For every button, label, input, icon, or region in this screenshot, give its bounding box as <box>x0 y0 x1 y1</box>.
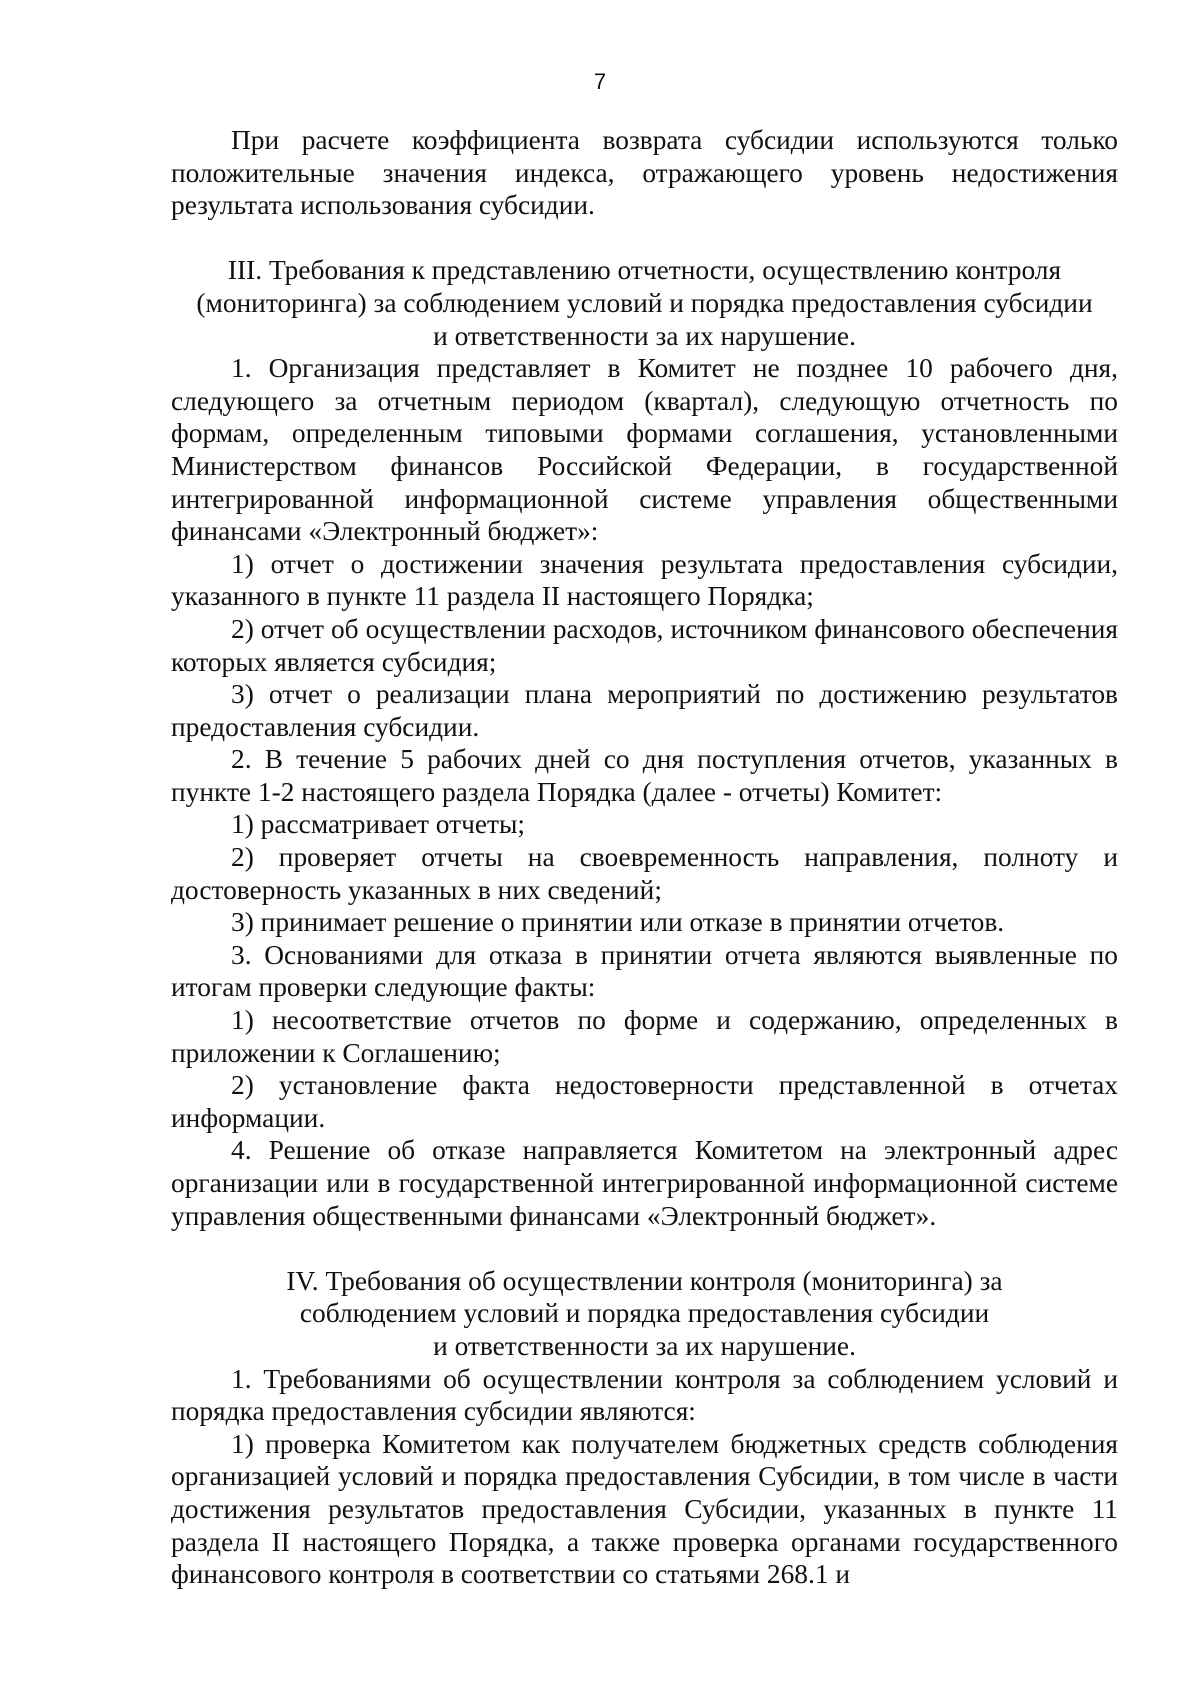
heading-line: IV. Требования об осуществлении контроля (мониторинга) за <box>286 1265 1003 1296</box>
heading-line: и ответственности за их нарушение. <box>433 320 856 351</box>
section-3-body <box>171 352 1118 1232</box>
paragraph: 1. Организация представляет в Комитет не позднее 10 рабочего дня, следующего за отчетным периодом (квартал), следующую отчетность по формам, определенным типовыми формами соглашения, установленными Министерством финансов Российской Федерации, в государственной интегрированной информационной системе управления общественными финансами «Электронный бюджет»: <box>171 353 1118 547</box>
paragraph: 1) рассматривает отчеты; <box>231 809 526 840</box>
heading-line: и ответственности за их нарушение. <box>433 1330 856 1361</box>
paragraph: 3) принимает решение о принятии или отказе в принятии отчетов. <box>231 907 1005 938</box>
intro-paragraph: При расчете коэффициента возврата субсидии используются только положительные значения индекса, отражающего уровень недостижения результата использования субсидии. <box>171 125 1118 221</box>
paragraph: 2) отчет об осуществлении расходов, источником финансового обеспечения которых является субсидия; <box>171 613 1118 677</box>
spacer <box>171 222 1118 255</box>
paragraph: 1) отчет о достижении значения результата предоставления субсидии, указанного в пункте 11 раздела II настоящего Порядка; <box>171 548 1118 612</box>
heading-line: соблюдением условий и порядка предоставления субсидии <box>299 1298 990 1329</box>
heading-line: III. Требования к представлению отчетности, осуществлению контроля <box>227 255 1062 286</box>
paragraph: 1) несоответствие отчетов по форме и содержанию, определенных в приложении к Соглашению; <box>171 1005 1118 1068</box>
paragraph: 2. В течение 5 рабочих дней со дня поступления отчетов, указанных в пункте 1-2 настоящего раздела Порядка (далее - отчеты) Комитет: <box>171 744 1118 807</box>
page-number: 7 <box>593 69 607 94</box>
paragraph: 3. Основаниями для отказа в принятии отчета являются выявленные по итогам проверки следующие факты: <box>171 939 1118 1003</box>
paragraph: 4. Решение об отказе направляется Комитетом на электронный адрес организации или в государственной интегрированной информационной системе управления общественными финансами «Электронный бюджет». <box>171 1135 1118 1231</box>
paragraph: 3) отчет о реализации плана мероприятий по достижению результатов предоставления субсидии. <box>171 679 1118 742</box>
heading-line: (мониторинга) за соблюдением условий и порядка предоставления субсидии <box>196 287 1093 318</box>
paragraph: 2) проверяет отчеты на своевременность направления, полноту и достоверность указанных в них сведений; <box>171 842 1118 905</box>
paragraph: 1) проверка Комитетом как получателем бюджетных средств соблюдения организацией условий и порядка предоставления Субсидии, в том числе в части достижения результатов предоставления Субсидии, указанных в пункте 11 раздела II настоящего Порядка, а также проверка органами государственного финансового контроля в соответствии со статьями 268.1 и <box>171 1428 1118 1590</box>
document-body <box>171 124 1118 1591</box>
section-3-heading <box>171 254 1118 352</box>
section-4-body <box>171 1363 1118 1591</box>
paragraph: 1. Требованиями об осуществлении контроля за соблюдением условий и порядка предоставления субсидии являются: <box>171 1363 1118 1427</box>
section-4-heading <box>171 1265 1118 1363</box>
paragraph: 2) установление факта недостоверности представленной в отчетах информации. <box>171 1070 1118 1133</box>
spacer <box>171 1232 1118 1265</box>
